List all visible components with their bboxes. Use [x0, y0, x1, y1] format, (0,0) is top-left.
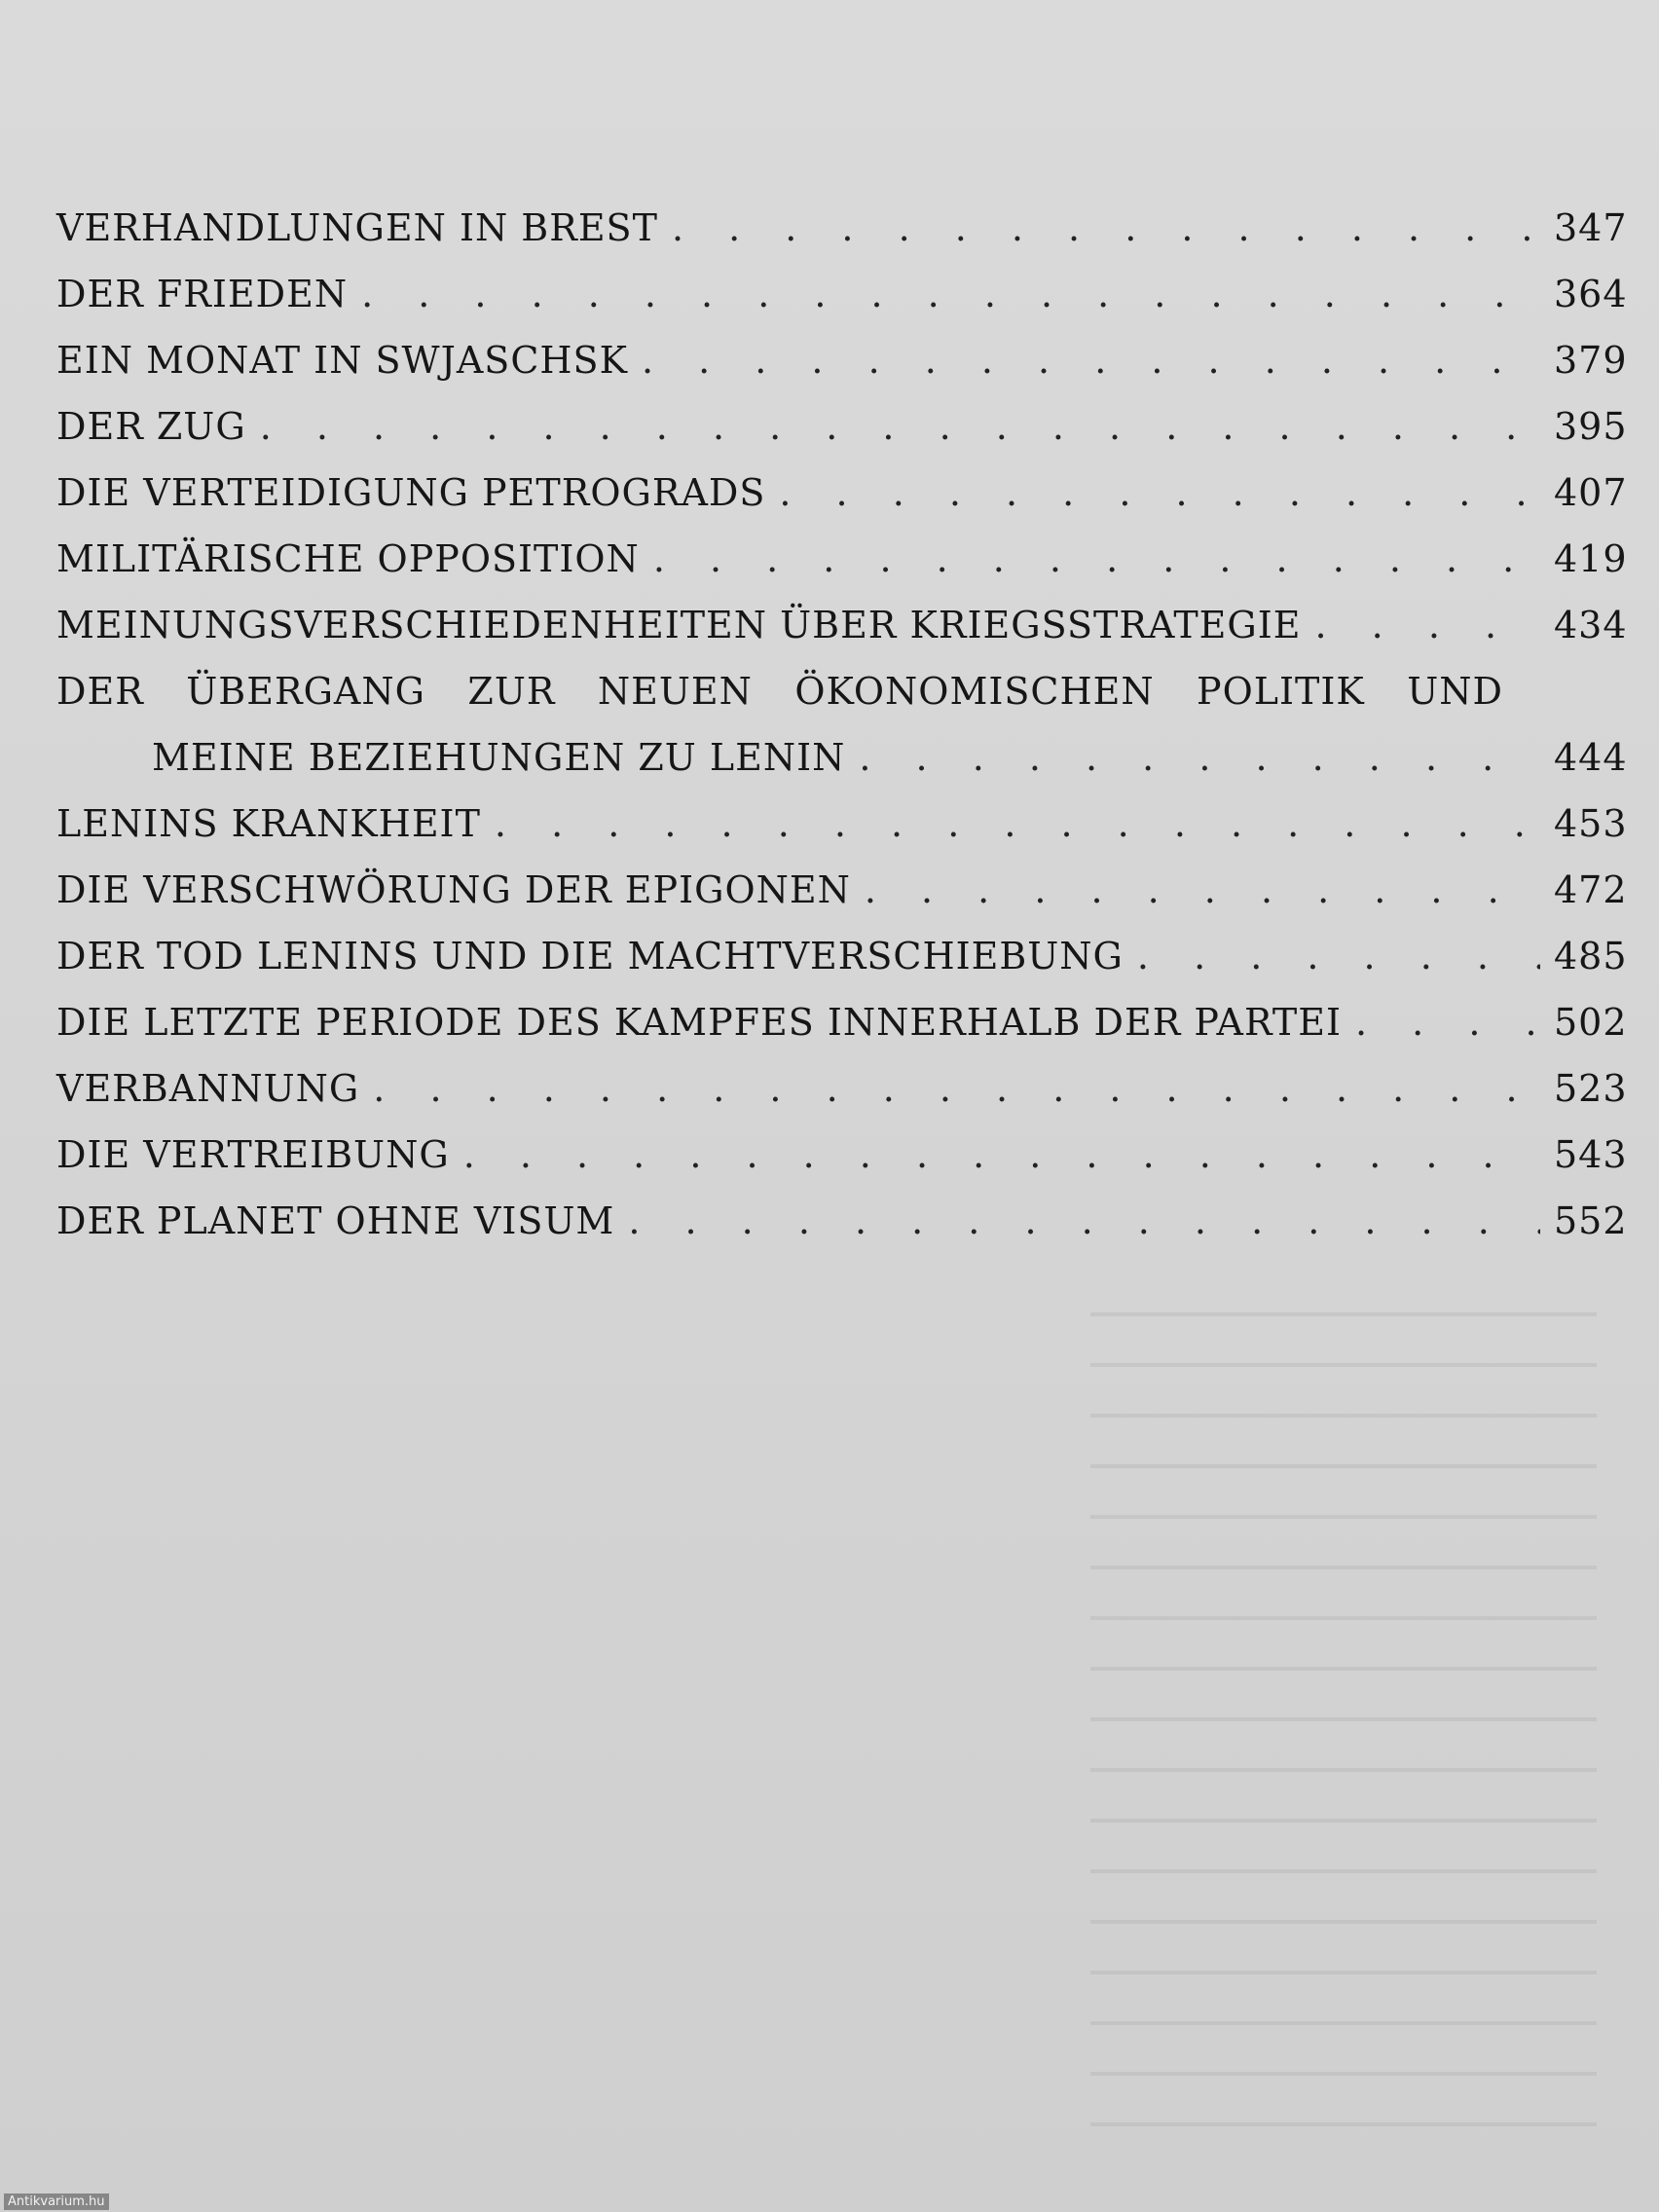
toc-entry-title: MEINUNGSVERSCHIEDENHEITEN ÜBER KRIEGSSTRATEGIE: [56, 604, 1302, 646]
toc-entry-page: 502: [1554, 1001, 1628, 1044]
toc-entry-page: 379: [1554, 339, 1628, 382]
toc-entry: [56, 405, 1628, 471]
toc-entry-title: DIE VERTEIDIGUNG PETROGRADS: [56, 471, 766, 514]
toc-entry-page: 453: [1554, 802, 1628, 845]
toc-entry-page: 407: [1554, 471, 1628, 514]
toc-entry-page: 485: [1554, 935, 1628, 977]
toc-entry: [56, 670, 1628, 802]
toc-entry: [56, 1133, 1628, 1199]
toc-entry-title-word: NEUEN: [597, 670, 753, 713]
toc-entry: [56, 537, 1628, 604]
toc-entry-title: DER PLANET OHNE VISUM: [56, 1199, 615, 1242]
dot-leader: [373, 1067, 1540, 1110]
toc-entry-title: DIE LETZTE PERIODE DES KAMPFES INNERHALB DER PARTEI: [56, 1001, 1342, 1044]
dot-leader: [495, 802, 1540, 845]
dot-leader: [1355, 1001, 1540, 1044]
dot-leader: [672, 206, 1540, 249]
toc-entry-page: 523: [1554, 1067, 1628, 1110]
toc-entry-page: 543: [1554, 1133, 1628, 1176]
dot-leader: [642, 339, 1540, 382]
toc-entry-page: 444: [1554, 736, 1628, 779]
toc-entry-page: 364: [1554, 273, 1628, 315]
toc-entry-title: DER FRIEDEN: [56, 273, 349, 315]
toc-entry-title-word: DER: [56, 670, 144, 713]
toc-entry: [56, 1001, 1628, 1067]
toc-entry-title: LENINS KRANKHEIT: [56, 802, 481, 845]
toc-entry-title-word: POLITIK: [1197, 670, 1365, 713]
toc-entry-title: DIE VERTREIBUNG: [56, 1133, 450, 1176]
toc-entry-title-word: ÜBERGANG: [186, 670, 425, 713]
toc-entry: [56, 471, 1628, 537]
toc-entry-title-line1: [56, 670, 1503, 736]
toc-entry-title-word: ZUR: [467, 670, 556, 713]
toc-entry-title: MILITÄRISCHE OPPOSITION: [56, 537, 640, 580]
toc-entry-title: DER ZUG: [56, 405, 246, 448]
toc-entry: [56, 868, 1628, 935]
dot-leader: [1315, 604, 1540, 646]
toc-entry-title-line2: MEINE BEZIEHUNGEN ZU LENIN: [152, 736, 846, 779]
dot-leader: [859, 736, 1540, 779]
dot-leader: [463, 1133, 1540, 1176]
dot-leader: [361, 273, 1540, 315]
toc-entry-page: 395: [1554, 405, 1628, 448]
dot-leader: [865, 868, 1540, 911]
dot-leader: [628, 1199, 1540, 1242]
toc-entry: [56, 339, 1628, 405]
toc-entry: [56, 1199, 1628, 1266]
toc-entry-title-word: UND: [1407, 670, 1503, 713]
toc-entry-title-word: ÖKONOMISCHEN: [794, 670, 1155, 713]
toc-entry: [56, 1067, 1628, 1133]
toc-entry-page: 419: [1554, 537, 1628, 580]
toc-entry-title: VERHANDLUNGEN IN BREST: [56, 206, 658, 249]
show-through-text: [1090, 1266, 1597, 2142]
toc-entry-page: 552: [1554, 1199, 1628, 1242]
toc-entry: [56, 604, 1628, 670]
toc-entry-title: DER TOD LENINS UND DIE MACHTVERSCHIEBUNG: [56, 935, 1124, 977]
toc-entry: [56, 935, 1628, 1001]
dot-leader: [779, 471, 1540, 514]
toc-entry-title-line2-row: [56, 736, 1628, 802]
watermark-label: Antikvarium.hu: [4, 2194, 109, 2210]
toc-entry-page: 434: [1554, 604, 1628, 646]
toc-entry-title: EIN MONAT IN SWJASCHSK: [56, 339, 628, 382]
toc-entry-title: VERBANNUNG: [56, 1067, 360, 1110]
dot-leader: [653, 537, 1540, 580]
toc-entry: [56, 273, 1628, 339]
toc-entry: [56, 206, 1628, 273]
toc-entry: [56, 802, 1628, 868]
toc-entry-title: DIE VERSCHWÖRUNG DER EPIGONEN: [56, 868, 851, 911]
toc-entry-page: 347: [1554, 206, 1628, 249]
dot-leader: [260, 405, 1540, 448]
table-of-contents: [56, 206, 1628, 1266]
dot-leader: [1137, 935, 1540, 977]
toc-entry-page: 472: [1554, 868, 1628, 911]
